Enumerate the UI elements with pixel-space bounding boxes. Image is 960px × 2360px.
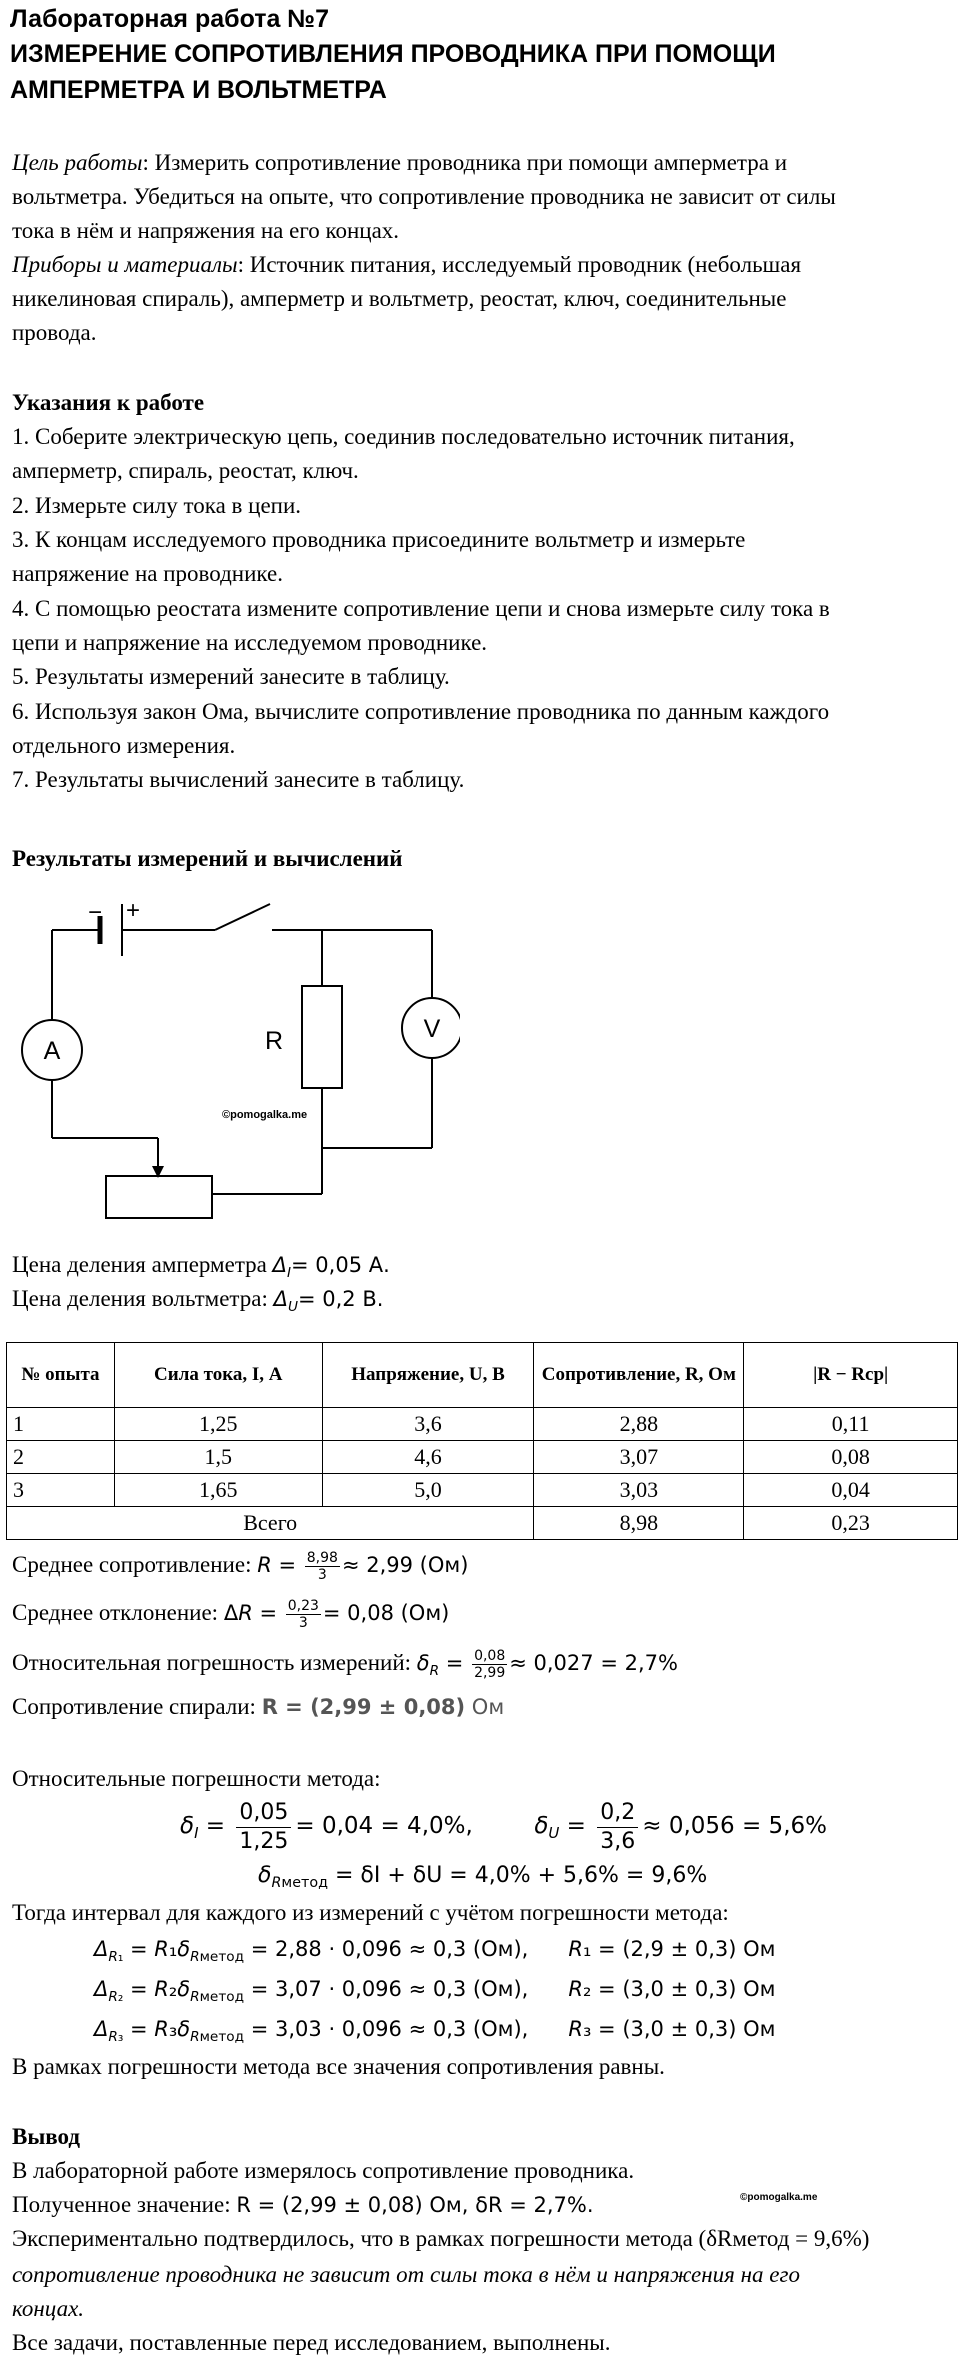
conclusion-heading: Вывод bbox=[12, 2124, 81, 2149]
materials-line-3: провода. bbox=[12, 320, 97, 345]
table-row: 2 1,5 4,6 3,07 0,08 bbox=[7, 1441, 958, 1474]
method-heading: Относительные погрешности метода: bbox=[12, 1766, 381, 1791]
method-error-sum: $\delta_{Rметод} = \delta I + \delta U = 4,0\% + 5,6\% = 9,6\%$ bbox=[258, 1863, 708, 1891]
conclusion-line-6: Все задачи, поставленные перед исследованием, выполнены. bbox=[12, 2330, 611, 2355]
instruction-line: напряжение на проводнике. bbox=[12, 561, 283, 586]
instruction-line: 6. Используя закон Ома, вычислите сопротивление проводника по данным каждого bbox=[12, 699, 830, 724]
battery-minus-label: − bbox=[88, 899, 103, 926]
instruction-line: 7. Результаты вычислений занесите в таблицу. bbox=[12, 767, 465, 792]
lab-title: Лабораторная работа №7 bbox=[10, 5, 330, 33]
conclusion-line-5: концах. bbox=[12, 2296, 85, 2321]
header-resistance: Сопротивление, R, Ом bbox=[534, 1343, 744, 1408]
main-title-line-2: АМПЕРМЕТРА И ВОЛЬТМЕТРА bbox=[10, 76, 387, 104]
average-deviation: Среднее отклонение: ΔR = $\frac{0,23}{3}$ = 0,08 (Ом) bbox=[12, 1598, 450, 1632]
instruction-line: амперметр, спираль, реостат, ключ. bbox=[12, 458, 359, 483]
table-row: 3 1,65 5,0 3,03 0,04 bbox=[7, 1474, 958, 1507]
results-table bbox=[6, 1342, 958, 1540]
interval-row-1: $\Delta_{R_1} = R_1\delta_{Rметод} = 2,88 \cdot 0,096 \approx 0,3$ (Ом), R₁ = (2,9 ± 0,3) Ом bbox=[94, 1937, 776, 1965]
goal-line-1: Цель работы: Измерить сопротивление проводника при помощи амперметра и bbox=[12, 150, 788, 175]
instruction-line: отдельного измерения. bbox=[12, 733, 236, 758]
conclusion-line-2: Полученное значение: R = (2,99 ± 0,08) Ом, δR = 2,7%. bbox=[12, 2192, 594, 2217]
goal-label: Цель работы bbox=[12, 150, 143, 175]
conclusion-line-3: Экспериментально подтвердилось, что в рамках погрешности метода (δRметод = 9,6%) bbox=[12, 2226, 870, 2251]
instruction-line: 3. К концам исследуемого проводника присоедините вольтметр и измерьте bbox=[12, 527, 746, 552]
header-voltage: Напряжение, U, В bbox=[322, 1343, 534, 1408]
conclusion-line-1: В лабораторной работе измерялось сопротивление проводника. bbox=[12, 2158, 635, 2183]
resistor-icon bbox=[302, 986, 342, 1088]
instruction-line: 2. Измерьте силу тока в цепи. bbox=[12, 493, 302, 518]
instruction-line: 4. С помощью реостата измените сопротивление цепи и снова измерьте силу тока в bbox=[12, 596, 830, 621]
instruction-line: цепи и напряжение на исследуемом проводнике. bbox=[12, 630, 488, 655]
average-resistance: Среднее сопротивление: R = $\frac{8,98}{3}$ ≈ 2,99 (Ом) bbox=[12, 1550, 469, 1584]
materials-label: Приборы и материалы bbox=[12, 252, 238, 277]
instructions-heading: Указания к работе bbox=[12, 390, 205, 415]
ammeter-scale: Цена деления амперметра $\Delta_I= 0,05$ А. bbox=[12, 1252, 390, 1281]
interval-text: Тогда интервал для каждого из измерений с учётом погрешности метода: bbox=[12, 1900, 729, 1925]
materials-line-2: никелиновая спираль), амперметр и вольтметр, реостат, ключ, соединительные bbox=[12, 286, 787, 311]
equal-text: В рамках погрешности метода все значения сопротивления равны. bbox=[12, 2054, 665, 2079]
instruction-line: 1. Соберите электрическую цепь, соединив последовательно источник питания, bbox=[12, 424, 795, 449]
table-total-row: Всего 8,98 0,23 bbox=[7, 1507, 958, 1540]
switch-icon bbox=[215, 904, 270, 930]
watermark: ©pomogalka.me bbox=[222, 1109, 308, 1121]
watermark: ©pomogalka.me bbox=[740, 2192, 818, 2203]
table-row: 1 1,25 3,6 2,88 0,11 bbox=[7, 1408, 958, 1441]
materials-line-1: Приборы и материалы: Источник питания, исследуемый проводник (небольшая bbox=[12, 252, 802, 277]
conclusion-line-4: сопротивление проводника не зависит от силы тока в нём и напряжения на его bbox=[12, 2262, 800, 2287]
results-heading: Результаты измерений и вычислений bbox=[12, 846, 403, 871]
battery-plus-label: + bbox=[126, 897, 141, 924]
header-trial: № опыта bbox=[7, 1343, 115, 1408]
interval-row-2: $\Delta_{R_2} = R_2\delta_{Rметод} = 3,07 \cdot 0,096 \approx 0,3$ (Ом), R₂ = (3,0 ± 0,3) Ом bbox=[94, 1977, 776, 2005]
resistor-label: R bbox=[264, 1027, 284, 1055]
instruction-line: 5. Результаты измерений занесите в таблицу. bbox=[12, 664, 450, 689]
voltmeter-scale: Цена деления вольтметра: $\Delta_U= 0,2$ В. bbox=[12, 1286, 384, 1315]
circuit-diagram bbox=[0, 890, 460, 1230]
main-title bbox=[10, 36, 776, 108]
interval-row-3: $\Delta_{R_3} = R_3\delta_{Rметод} = 3,03 \cdot 0,096 \approx 0,3$ (Ом), R₃ = (3,0 ± 0,3) Ом bbox=[94, 2017, 776, 2045]
voltmeter-label: V bbox=[423, 1015, 441, 1043]
ammeter-label: A bbox=[43, 1037, 61, 1065]
rheostat-icon bbox=[106, 1176, 212, 1218]
table-header-row bbox=[7, 1343, 958, 1408]
relative-error: Относительная погрешность измерений: $\delta_R$ = $\frac{0,08}{2,99}$ ≈ 0,027 = 2,7% bbox=[12, 1648, 678, 1682]
method-errors-formula: $\delta_I$ = $\frac{0,05}{1,25}$ = 0,04 = 4,0%, $\delta_U$ = $\frac{0,2}{3,6}$ ≈ 0,056 = 5,6% bbox=[180, 1800, 827, 1855]
main-title-line-1: ИЗМЕРЕНИЕ СОПРОТИВЛЕНИЯ ПРОВОДНИКА ПРИ ПОМОЩИ bbox=[10, 40, 776, 68]
header-deviation: |R − Rср| bbox=[744, 1343, 958, 1408]
spiral-resistance: Сопротивление спирали: R = (2,99 ± 0,08) Ом bbox=[12, 1694, 505, 1719]
header-current: Сила тока, I, А bbox=[114, 1343, 322, 1408]
goal-line-3: тока в нём и напряжения на его концах. bbox=[12, 218, 400, 243]
goal-line-2: вольтметра. Убедиться на опыте, что сопротивление проводника не зависит от силы bbox=[12, 184, 836, 209]
